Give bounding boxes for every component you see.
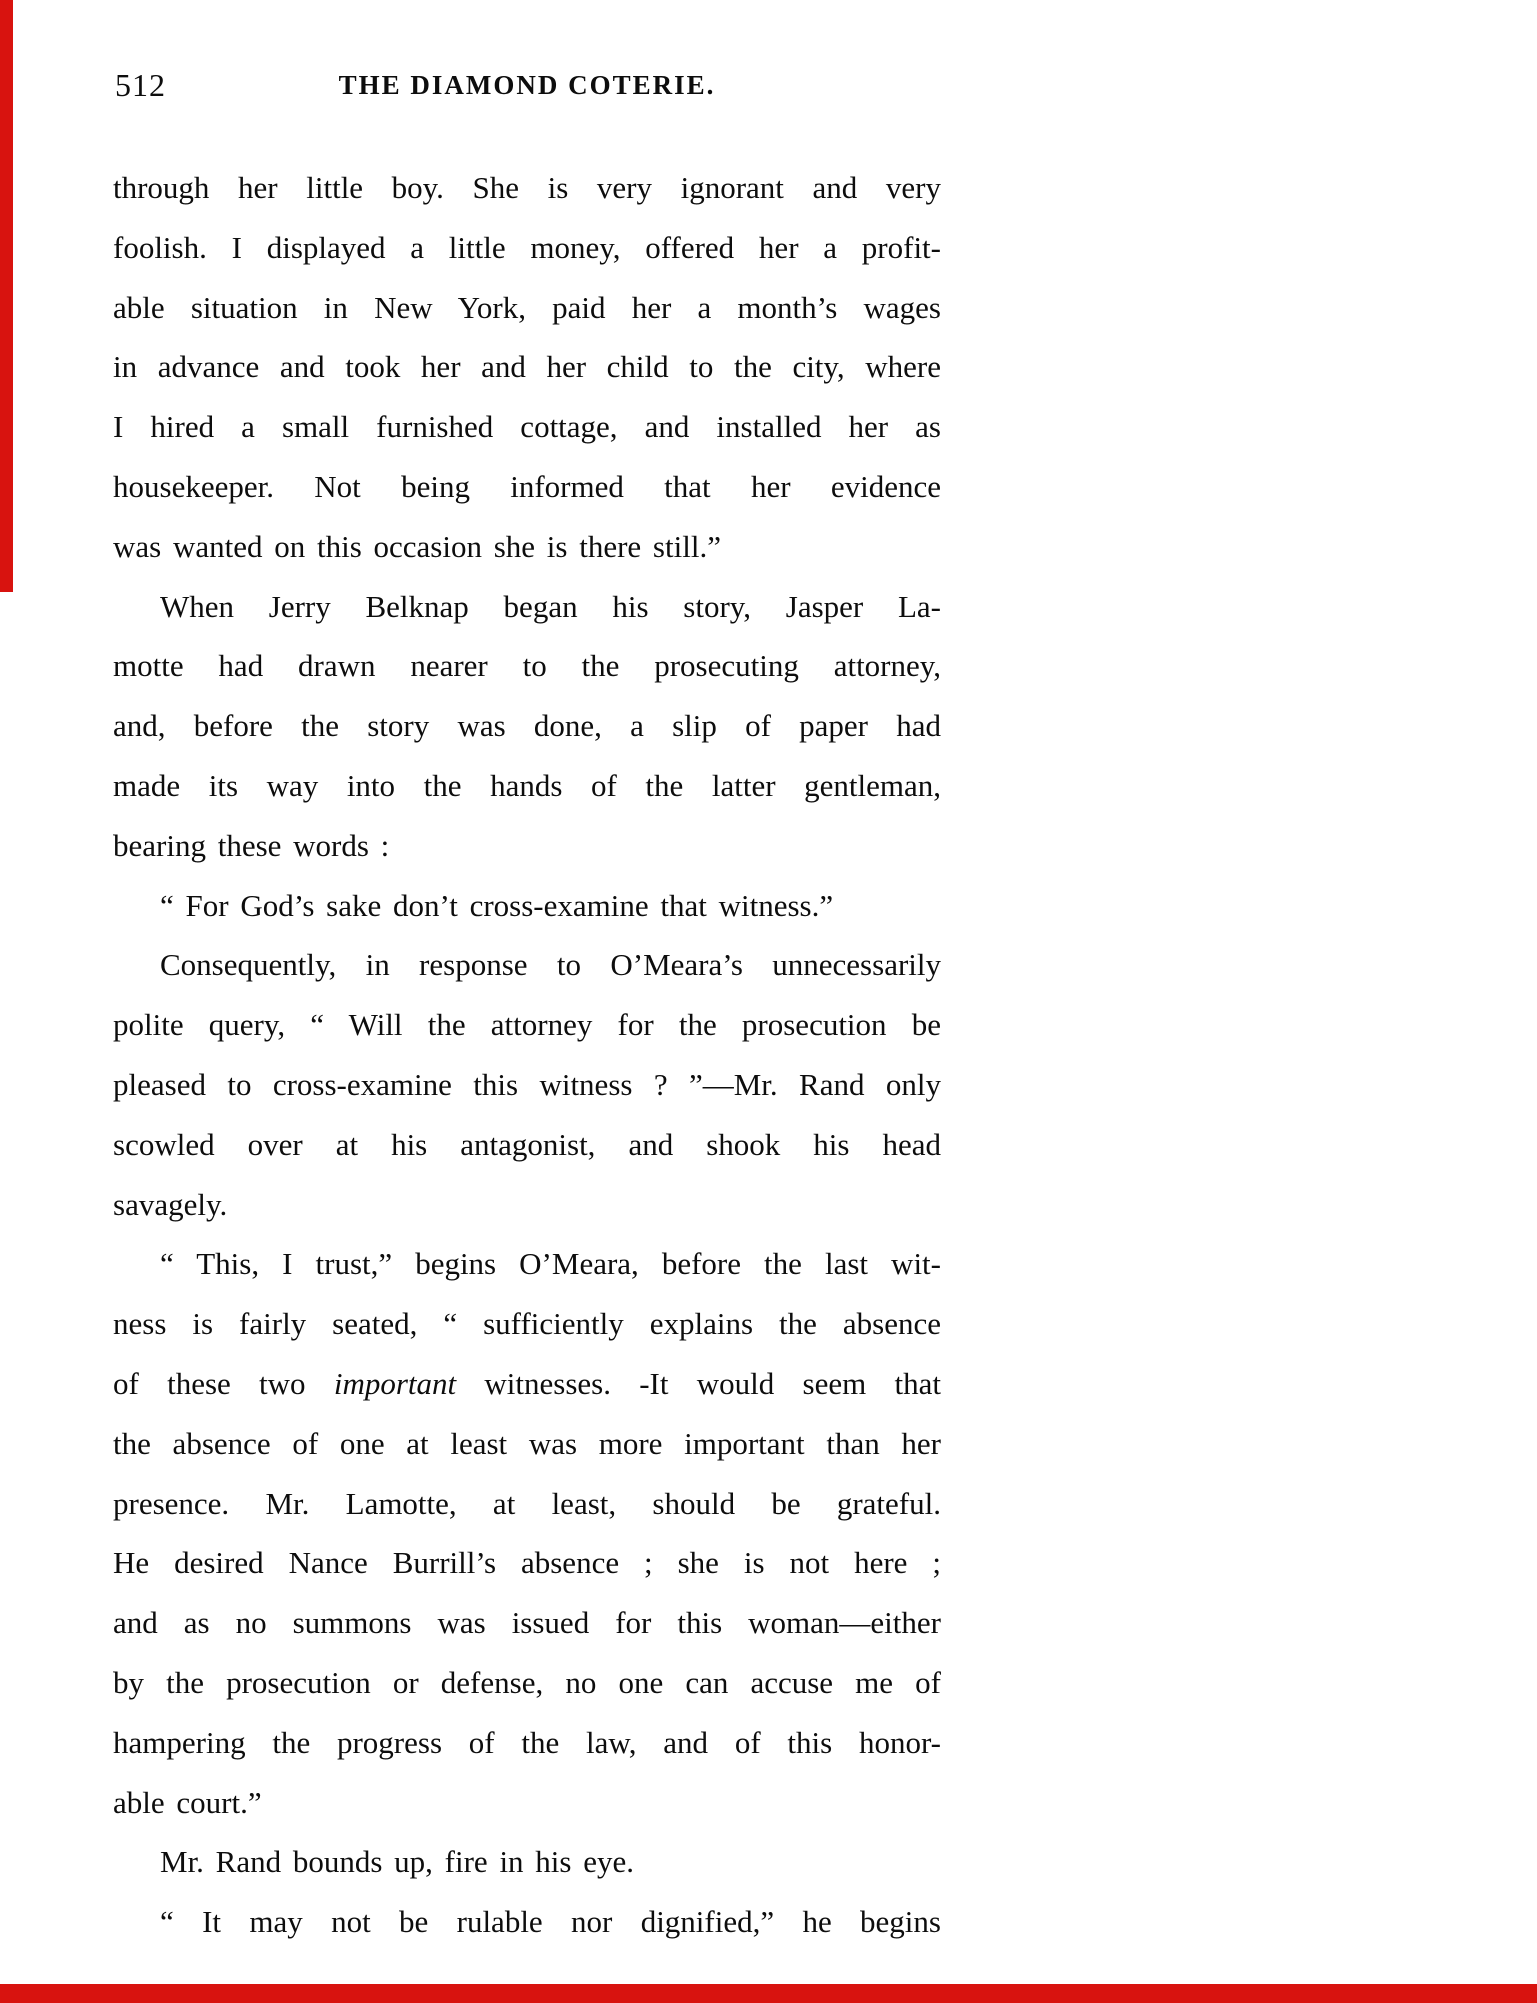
text-block xyxy=(113,158,941,1952)
text-line: He desired Nance Burrill’s absence ; she is not here ; xyxy=(113,1545,941,1581)
text-line: and, before the story was done, a slip of paper had xyxy=(113,708,941,744)
text-line: in advance and took her and her child to the city, where xyxy=(113,349,941,385)
text-line: ness is fairly seated, “ sufficiently explains the absence xyxy=(113,1306,941,1342)
text-line: able court.” xyxy=(113,1784,262,1820)
text-line: the absence of one at least was more important than her xyxy=(113,1425,941,1461)
text-line: I hired a small furnished cottage, and installed her as xyxy=(113,409,941,445)
text-line: foolish. I displayed a little money, offered her a profit- xyxy=(113,229,941,265)
text-line: “ It may not be rulable nor dignified,” he begins xyxy=(160,1904,941,1940)
scan-artifact-left-bar xyxy=(0,0,13,592)
text-line: and as no summons was issued for this woman—either xyxy=(113,1605,941,1641)
running-title: THE DIAMOND COTERIE. xyxy=(338,70,716,100)
text-line: by the prosecution or defense, no one can accuse me of xyxy=(113,1664,941,1700)
text-line: savagely. xyxy=(113,1186,228,1222)
text-line: pleased to cross-examine this witness ? ”—Mr. Rand only xyxy=(113,1066,941,1102)
text-line: polite query, “ Will the attorney for the prosecution be xyxy=(113,1007,941,1043)
text-line: hampering the progress of the law, and of this honor- xyxy=(113,1724,941,1760)
text-line: made its way into the hands of the latter gentleman, xyxy=(113,767,941,803)
text-line: “ For God’s sake don’t cross-examine that witness.” xyxy=(160,887,834,923)
page-content xyxy=(113,0,941,2003)
text-line: was wanted on this occasion she is there still.” xyxy=(113,528,721,564)
page-header xyxy=(113,64,941,106)
text-line: “ This, I trust,” begins O’Meara, before the last wit- xyxy=(160,1246,941,1282)
text-line: Mr. Rand bounds up, fire in his eye. xyxy=(160,1844,635,1880)
text-line: bearing these words : xyxy=(113,827,390,863)
text-line: of these two important witnesses. -It would seem that xyxy=(113,1365,941,1401)
text-line: able situation in New York, paid her a month’s wages xyxy=(113,289,941,325)
text-line: When Jerry Belknap began his story, Jasper La- xyxy=(160,588,941,624)
text-line: Consequently, in response to O’Meara’s unnecessarily xyxy=(160,947,941,983)
text-line: scowled over at his antagonist, and shook his head xyxy=(113,1126,941,1162)
text-line: motte had drawn nearer to the prosecuting attorney, xyxy=(113,648,941,684)
text-line: presence. Mr. Lamotte, at least, should be grateful. xyxy=(113,1485,941,1521)
text-line: through her little boy. She is very ignorant and very xyxy=(113,170,941,205)
page-number: 512 xyxy=(115,67,166,103)
text-line: housekeeper. Not being informed that her evidence xyxy=(113,468,941,504)
